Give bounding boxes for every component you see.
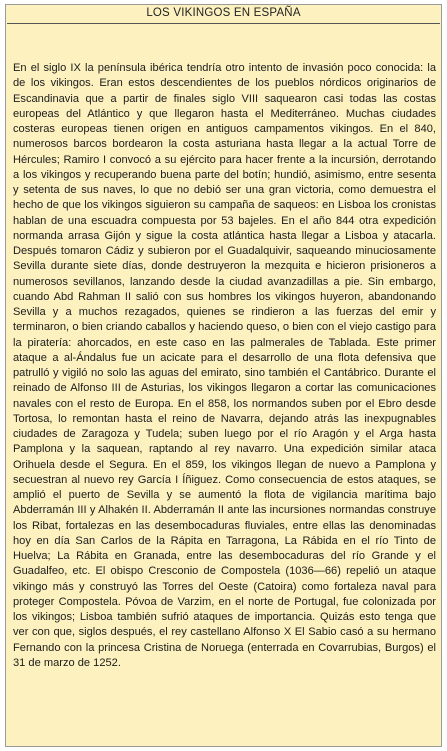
document-title: LOS VIKINGOS EN ESPAÑA — [146, 7, 301, 19]
title-divider — [7, 23, 440, 24]
document-panel — [5, 4, 442, 747]
body-paragraph: En el siglo IX la península ibérica tendría otro intento de invasión poco conocida: la de los vikingos. Eran estos descendientes de los pueblos nórdicos originarios de Escandinavia que a partir de finales siglo VIII saquearon casi todas las costas europeas del Atlántico y que llegaron hasta el Mediterráneo. Muchas ciudades costeras europeas tienen origen en antiguos campamentos vikingos. En el 840, numerosos barcos bordearon la costa asturiana hasta llegar a la actual Torre de Hércules; Ramiro I convocó a su ejército para hacer frente a la incursión, derrotando a los vikingos y recuperando buena parte del botín; hundió, asimismo, entre sesenta y setenta de sus naves, lo que no debió ser una gran victoria, como demuestra el hecho de que los vikingos siguieron su campaña de saqueos: en Lisboa los cronistas hablan de una escuadra compuesta por 53 bajeles. En el año 844 otra expedición normanda arrasa Gijón y sigue la costa atlántica hasta llegar a Lisboa y atacarla. Después tomaron Cádiz y subieron por el Guadalquivir, saqueando minuciosamente Sevilla durante siete días, donde destruyeron la mezquita e hicieron prisioneros a numerosos sevillanos, lanzando desde la ciudad avanzadillas a pie. Sin embargo, cuando Abd Rahman II salió con sus hombres los vikingos huyeron, abandonando Sevilla y a muchos rezagados, quienes se rindieron a las fuerzas del emir y terminaron, o bien criando caballos y haciendo queso, o bien con el viejo castigo para la piratería: ahorcados, en este caso en las palmerales de Tablada. Este primer ataque a al-Ándalus fue un acicate para el desarrollo de una flota defensiva que patrulló y vigiló no solo las aguas del emirato, sino también el Cantábrico. Durante el reinado de Alfonso III de Asturias, los vikingos llegaron a cortar las comunicaciones navales con el resto de Europa. En el 858, los normandos suben por el Ebro desde Tortosa, lo remontan hasta el reino de Navarra, dejando atrás las inexpugnables ciudades de Zaragoza y Tudela; suben luego por el río Aragón y el Arga hasta Pamplona y la saquean, raptando al rey navarro. Una expedición similar ataca Orihuela desde el Segura. En el 859, los vikingos llegan de nuevo a Pamplona y secuestran al nuevo rey García I Íñiguez. Como consecuencia de estos ataques, se amplió el puerto de Sevilla y se aumentó la flota de vigilancia marítima bajo Abderramán III y Alhakén II. Abderramán II ante las incursiones normandas construye los Ribat, fortalezas en las desembocaduras fluviales, entre ellas las denominadas hoy en día San Carlos de la Rápita en Tarragona, La Rábida en el río Tinto de Huelva; La Rábita en Granada, entre las desembocaduras del río Grande y el Guadalfeo, etc. El obispo Cresconio de Compostela (1036—66) repelió un ataque vikingo más y construyó las Torres del Oeste (Catoira) como fortaleza naval para proteger Compostela. Póvoa de Varzim, en el norte de Portugal, fue colonizada por los vikingos; Lisboa también sufrió ataques de importancia. Quizás esto tenga que ver con que, siglos después, el rey castellano Alfonso X El Sabio casó a su hermano Fernando con la princesa Cristina de Noruega (enterrada en Covarrubias, Burgos) el 31 de marzo de 1252. — [13, 62, 436, 669]
